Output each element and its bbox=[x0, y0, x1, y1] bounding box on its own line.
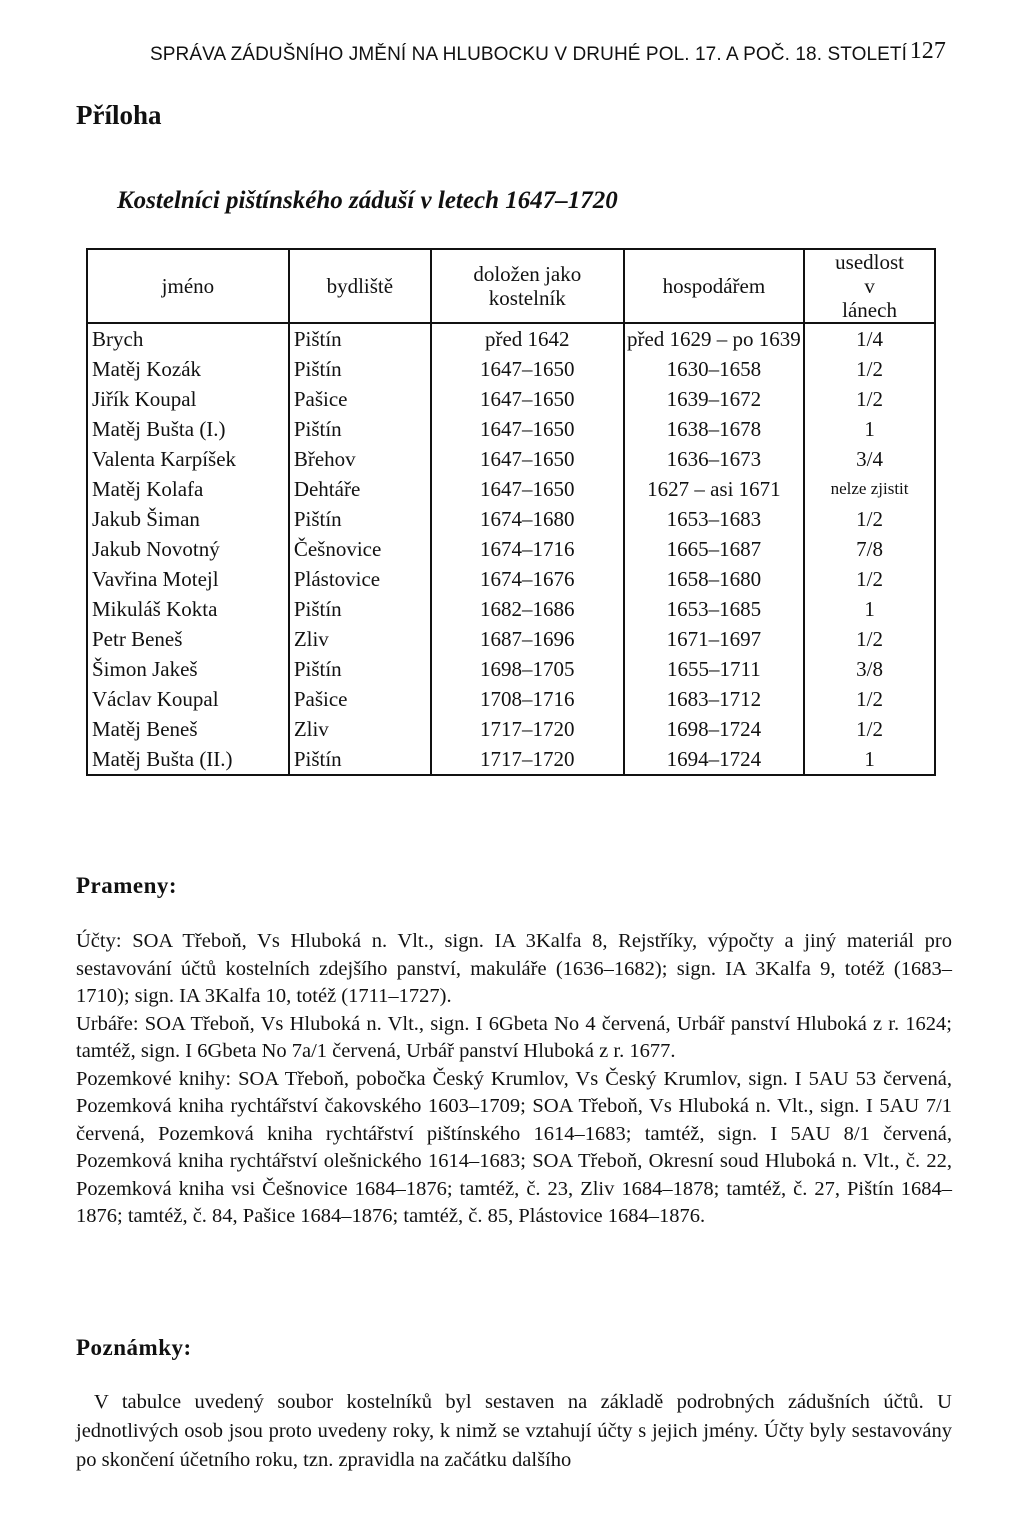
cell-farmer: 1671–1697 bbox=[624, 624, 804, 654]
cell-residence: Pištín bbox=[289, 414, 431, 444]
sources-paragraph-accounts: Účty: SOA Třeboň, Vs Hluboká n. Vlt., sign. IA 3Kalfa 8, Rejstříky, výpočty a jiný materiál pro sestavování účtů kostelních zdejšího panství, makuláře (1636–1682); sign. IA 3Kalfa 9, totéž (1683–1710); sign. IA 3Kalfa 10, totéž (1711–1727). bbox=[76, 930, 952, 1007]
column-header-name: jméno bbox=[87, 249, 289, 323]
cell-documented: 1687–1696 bbox=[431, 624, 624, 654]
cell-name: Brych bbox=[87, 323, 289, 354]
notes-text: V tabulce uvedený soubor kostelníků byl sestaven na základě podrobných zádušních účtů. U jednotlivých osob jsou proto uvedeny roky, k nimž se vztahují účty s jejich jmény. Účty byly sestavovány po skončení účetního roku, tzn. zpravidla na začátku dalšího bbox=[76, 1391, 952, 1471]
table-title: Kostelníci pištínského záduší v letech 1647–1720 bbox=[117, 187, 618, 214]
cell-residence: Češnovice bbox=[289, 534, 431, 564]
page-number: 127 bbox=[909, 38, 946, 64]
cell-name: Matěj Beneš bbox=[87, 714, 289, 744]
cell-residence: Pištín bbox=[289, 744, 431, 775]
sources-text bbox=[76, 928, 952, 1231]
cell-holding: 1/2 bbox=[804, 714, 935, 744]
cell-residence: Dehtáře bbox=[289, 474, 431, 504]
cell-farmer: 1638–1678 bbox=[624, 414, 804, 444]
cell-name: Václav Koupal bbox=[87, 684, 289, 714]
table-row bbox=[87, 323, 935, 354]
cell-documented: 1717–1720 bbox=[431, 744, 624, 775]
cell-farmer: 1683–1712 bbox=[624, 684, 804, 714]
sources-paragraph-urbaria: Urbáře: SOA Třeboň, Vs Hluboká n. Vlt., sign. I 6Gbeta No 4 červená, Urbář panství Hluboká z r. 1624; tamtéž, sign. I 6Gbeta No 7a/1 červená, Urbář panství Hluboká z r. 1677. bbox=[76, 1012, 952, 1062]
cell-holding: 1/2 bbox=[804, 504, 935, 534]
cell-documented: 1717–1720 bbox=[431, 714, 624, 744]
column-header-documented: doložen jako kostelník bbox=[431, 249, 624, 323]
table-row bbox=[87, 684, 935, 714]
cell-farmer: 1698–1724 bbox=[624, 714, 804, 744]
cell-farmer: 1636–1673 bbox=[624, 444, 804, 474]
cell-farmer: 1653–1685 bbox=[624, 594, 804, 624]
table-row bbox=[87, 594, 935, 624]
cell-documented: 1647–1650 bbox=[431, 414, 624, 444]
column-header-holding: usedlost v lánech bbox=[804, 249, 935, 323]
cell-residence: Pašice bbox=[289, 684, 431, 714]
cell-holding: 1 bbox=[804, 744, 935, 775]
cell-documented: 1647–1650 bbox=[431, 354, 624, 384]
cell-name: Matěj Kozák bbox=[87, 354, 289, 384]
table-row bbox=[87, 444, 935, 474]
cell-name: Vavřina Motejl bbox=[87, 564, 289, 594]
cell-documented: 1647–1650 bbox=[431, 474, 624, 504]
cell-documented: před 1642 bbox=[431, 323, 624, 354]
cell-residence: Pašice bbox=[289, 384, 431, 414]
cell-residence: Pištín bbox=[289, 504, 431, 534]
cell-holding: 1/2 bbox=[804, 354, 935, 384]
cell-name: Matěj Kolafa bbox=[87, 474, 289, 504]
cell-name: Šimon Jakeš bbox=[87, 654, 289, 684]
table-row bbox=[87, 414, 935, 444]
cell-residence: Plástovice bbox=[289, 564, 431, 594]
cell-farmer: 1655–1711 bbox=[624, 654, 804, 684]
appendix-heading: Příloha bbox=[76, 100, 162, 130]
cell-documented: 1698–1705 bbox=[431, 654, 624, 684]
table-row bbox=[87, 744, 935, 775]
cell-holding: 3/8 bbox=[804, 654, 935, 684]
column-header-farmer: hospodářem bbox=[624, 249, 804, 323]
table-body bbox=[87, 323, 935, 775]
cell-farmer: 1665–1687 bbox=[624, 534, 804, 564]
cell-holding: 1/2 bbox=[804, 684, 935, 714]
cell-holding: 1 bbox=[804, 594, 935, 624]
cell-name: Jakub Novotný bbox=[87, 534, 289, 564]
cell-documented: 1674–1680 bbox=[431, 504, 624, 534]
table-row bbox=[87, 474, 935, 504]
cell-residence: Pištín bbox=[289, 354, 431, 384]
cell-holding: 1 bbox=[804, 414, 935, 444]
cell-farmer: 1639–1672 bbox=[624, 384, 804, 414]
cell-residence: Pištín bbox=[289, 594, 431, 624]
cell-name: Jiřík Koupal bbox=[87, 384, 289, 414]
cell-name: Matěj Bušta (I.) bbox=[87, 414, 289, 444]
sources-paragraph-land-books: Pozemkové knihy: SOA Třeboň, pobočka Český Krumlov, Vs Český Krumlov, sign. I 5AU 53 červená, Pozemková kniha rychtářství čakovského 1603–1709; SOA Třeboň, Vs Hluboká n. Vlt., sign. I 5AU 7/1 červená, Pozemková kniha rychtářství pištínského 1614–1683; tamtéž, sign. I 5AU 8/1 červená, Pozemková kniha rychtářství olešnického 1614–1683; SOA Třeboň, Okresní soud Hluboká n. Vlt., č. 22, Pozemková kniha vsi Češnovice 1684–1876; tamtéž, č. 23, Zliv 1684–1878; tamtéž, č. 27, Pištín 1684–1876; tamtéž, č. 84, Pašice 1684–1876; tamtéž, č. 85, Plástovice 1684–1876. bbox=[76, 1067, 952, 1227]
cell-holding: 1/2 bbox=[804, 564, 935, 594]
cell-farmer: 1630–1658 bbox=[624, 354, 804, 384]
table-row bbox=[87, 534, 935, 564]
cell-documented: 1708–1716 bbox=[431, 684, 624, 714]
table-row bbox=[87, 504, 935, 534]
cell-documented: 1682–1686 bbox=[431, 594, 624, 624]
notes-heading: Poznámky: bbox=[76, 1335, 192, 1360]
cell-name: Petr Beneš bbox=[87, 624, 289, 654]
running-title: SPRÁVA ZÁDUŠNÍHO JMĚNÍ NA HLUBOCKU V DRUHÉ POL. 17. A POČ. 18. STOLETÍ bbox=[150, 44, 908, 65]
table-row bbox=[87, 354, 935, 384]
sources-heading: Prameny: bbox=[76, 873, 178, 898]
cell-farmer: 1694–1724 bbox=[624, 744, 804, 775]
cell-residence: Zliv bbox=[289, 624, 431, 654]
cell-farmer: 1658–1680 bbox=[624, 564, 804, 594]
cell-documented: 1674–1676 bbox=[431, 564, 624, 594]
table-row bbox=[87, 564, 935, 594]
cell-residence: Pištín bbox=[289, 323, 431, 354]
cell-name: Matěj Bušta (II.) bbox=[87, 744, 289, 775]
cell-holding: 7/8 bbox=[804, 534, 935, 564]
running-header bbox=[150, 38, 960, 66]
cell-holding: 1/2 bbox=[804, 624, 935, 654]
table-row bbox=[87, 654, 935, 684]
table-row bbox=[87, 714, 935, 744]
churchwardens-table bbox=[86, 248, 936, 776]
cell-farmer: 1627 – asi 1671 bbox=[624, 474, 804, 504]
cell-residence: Břehov bbox=[289, 444, 431, 474]
table-row bbox=[87, 624, 935, 654]
table-row bbox=[87, 384, 935, 414]
cell-name: Mikuláš Kokta bbox=[87, 594, 289, 624]
cell-farmer: 1653–1683 bbox=[624, 504, 804, 534]
table-header-row bbox=[87, 249, 935, 323]
cell-holding: 1/2 bbox=[804, 384, 935, 414]
column-header-residence: bydliště bbox=[289, 249, 431, 323]
cell-documented: 1647–1650 bbox=[431, 384, 624, 414]
cell-residence: Pištín bbox=[289, 654, 431, 684]
cell-holding: 3/4 bbox=[804, 444, 935, 474]
cell-documented: 1674–1716 bbox=[431, 534, 624, 564]
cell-documented: 1647–1650 bbox=[431, 444, 624, 474]
cell-name: Jakub Šiman bbox=[87, 504, 289, 534]
cell-holding: 1/4 bbox=[804, 323, 935, 354]
cell-holding: nelze zjistit bbox=[804, 474, 935, 504]
cell-name: Valenta Karpíšek bbox=[87, 444, 289, 474]
cell-farmer: před 1629 – po 1639 bbox=[624, 323, 804, 354]
cell-residence: Zliv bbox=[289, 714, 431, 744]
